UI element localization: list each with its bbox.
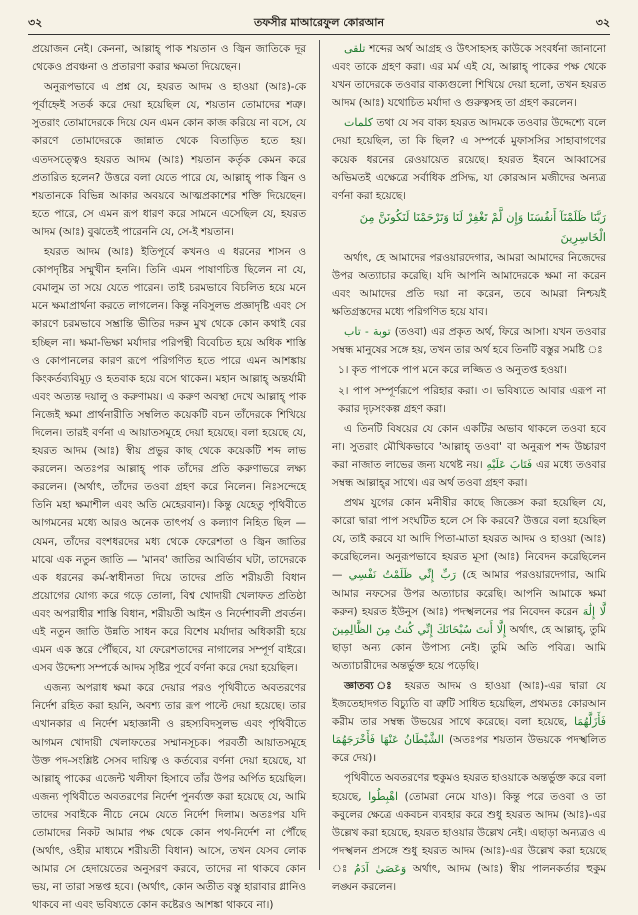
paragraph — [332, 40, 606, 112]
paragraph — [332, 323, 606, 359]
paragraph: অর্থাৎ, হে আমাদের পরওয়ারদেগার, আমরা আমাদের নিজেদের উপর অত্যাচার করেছি। যদি আপনি আমাদেরকে ক্ষমা না করেন এবং আমাদের প্রতি দয়া না করেন, তবে আমরা নিশ্চয়ই ক্ষতিগ্রস্তদের মধ্যে পরিগণিত হয়ে যাব। — [332, 251, 606, 319]
paragraph-text: এ তিনটি বিষয়ের যে কোন একটির অভাব থাকলে তওবা হবে না। সুতরাং মৌখিকভাবে 'আল্লাহ্‌ তওবা' বা অনুরূপ শব্দ উচ্চারণ করা নাজাত লাভের জন্য যথেষ্ট নয়। — [332, 422, 606, 471]
paragraph-text: প্রথম যুগের কোন মনীষীর কাছে জিজ্ঞেস করা হয়েছিল যে, কারো দ্বারা পাপ সংঘটিত হলে সে কি করবে? উত্তরে বলা হয়েছিল যে, তাই করবে যা আদি পিতা-মাতা হযরত আদম ও হাওয়া (আঃ) করেছিলেন। অনুরূপভাবে হযরত মূসা (আঃ) নিবেদন করেছিলেন — — [332, 497, 606, 582]
paragraph — [332, 494, 606, 675]
paragraph-text: হযরত আদম ও হাওয়া (আঃ)-এর দ্বারা যে ইজতেহাদগত বিচ্যুতি বা ত্রুটি সাধিত হয়েছিল, প্রথমতঃ কোরআন করীম তার সম্বন্ধ উভয়ের সাথে করেছে। বলা হয়েছে, — [332, 680, 607, 729]
arabic-word: اهْبِطُوا — [368, 789, 399, 803]
book-title: তফসীর মাআরেফুল কোরআন — [253, 15, 385, 29]
paragraph: এজন্য অপরাধ ক্ষমা করে দেয়ার পরও পৃথিবীতে অবতরণের নির্দেশ রহিত করা হয়নি, অবশ্য তার রূপ পাল্টে দেয়া হয়েছে। তার এখানকার এ নির্দেশ মহাজ্ঞানী ও রহস্যবিদসুলভ এবং পৃথিবীতে আগমন খোদায়ী খেলাফতের সম্মানসূচক। পরবর্তী আয়াতসমূহে উক্ত পদ-সংশ্লিষ্ট সেসব দায়িত্ব ও কর্তব্যের বর্ণনা দেয়া হয়েছে, যা আল্লাহ্‌ পাকের এজেন্ট খলীফা হিসাবে তাঁর উপর অর্পিত হয়েছিল। এজন্য পৃথিবীতে অবতরণের নির্দেশ পুনর্ব্যক্ত করা হয়েছে যে, আমি তাদের সবাইকে নীচে নেমে যেতে নির্দেশ দিলাম। অতঃপর যদি তোমাদের নিকট আমার পক্ষ থেকে কোন পথ-নির্দেশ না পৌঁছে (অর্থাৎ, ওহীর মাধ্যমে শরীয়তী বিধান) আসে, তখন যেসব লোক আমার সে হেদায়েতের অনুসরণ করবে, তাদের না থাকবে কোন ভয়, না তারা সন্তপ্ত হবে। (অর্থাৎ, কোন অতীত বস্তু হারাবার গ্লানিও থাকবে না এবং ভবিষ্যতে কোন কষ্টেরও আশঙ্কা থাকবে না।) — [32, 682, 306, 912]
paragraph-text: পৃথিবীতে অবতরণের হুকুমও হযরত হাওয়াকে অন্তর্ভুক্ত করে বলা হয়েছে, — [332, 772, 606, 803]
paragraph — [332, 769, 606, 896]
paragraph-text: তথা যে সব বাক্য হযরত আদমকে তওবার উদ্দেশ্যে বলে দেয়া হয়েছিল, তা কি ছিল? এ সম্পর্কে মুফাসসির সাহাবাগণের কয়েক ধরনের রেওয়ায়েত রয়েছে। হযরত ইবনে আব্বাসের অভিমতই এক্ষেত্রে সর্বাধিক প্রসিদ্ধ, যা কোরআন মজীদের অন্যত্র বর্ণনা করা হয়েছে। — [332, 117, 606, 202]
paragraph-text: (হে আমার পরওয়ারদেগার, আমি আমার নফসের উপর অত্যাচার করেছি। আপনি আমাকে ক্ষমা করুন) হযরত ইউনুস (আঃ) পদস্খলনের পর নিবেদন করেন — [332, 569, 607, 618]
left-column — [32, 40, 306, 912]
paragraph: প্রয়োজন নেই। কেননা, আল্লাহ্‌ পাক শয়তান ও জ্বিন জাতিকে দূর থেকেও প্রবঞ্চনা ও প্রতারণা করার ক্ষমতা দিয়েছেন। — [32, 43, 306, 74]
paragraph — [332, 420, 606, 492]
arabic-word: فَتَابَ عَلَيْهِ — [486, 457, 533, 471]
paragraph: হযরত আদম (আঃ) ইতিপূর্বে কখনও এ ধরনের শাসন ও কোপদৃষ্টির সম্মুখীন হননি। তিনি এমন পাষাণচিত্ত ছিলেন না যে, বেমালুম তা সয়ে যেতে পারেন। তাই চরমভাবে বিচলিত হয়ে মনে মনে ক্ষমাপ্রার্থনা করতে লাগলেন। কিন্তু নবিসুলভ প্রজ্ঞাদৃষ্টি এবং সে কারণে চরমভাবে সম্ভ্রান্তি ভীতির দরুন মুখ থেকে কোন কথাই বের হচ্ছিল না। ক্ষমা-ভিক্ষা মর্যাদার পরিপন্থী বিবেচিত হয়ে অধিক শাস্তি ও কোপানলের কারণ রূপে পরিগণিত হতে পারে এমন আশঙ্কায় কিংকর্তব্যবিমূঢ় ও হতবাক হয়ে বসে থাকেন। মহান আল্লাহ্‌ অন্তর্যামী এবং অত্যন্ত দয়ালু ও করুণাময়। এ করুণ অবস্থা দেখে আল্লাহ্‌ পাক নিজেই ক্ষমা প্রার্থনারীতি সম্বলিত কয়েকটি বচন তাঁদেরকে শিখিয়ে দিলেন। তারই বর্ণনা এ আয়াতসমূহে দেয়া হয়েছে। বলা হয়েছে যে, হযরত আদম (আঃ) স্বীয় প্রভুর কাছ থেকে কয়েকটি শব্দ লাভ করলেন। অতঃপর আল্লাহ্‌ পাক তাঁদের প্রতি করুণাভরে লক্ষ্য করলেন। (অর্থাৎ, তাঁদের তওবা গ্রহণ করে নিলেন। নিঃসন্দেহে তিনি মহা ক্ষমাশীল এবং অতি মেহেরবান)। কিন্তু যেহেতু পৃথিবীতে আগমনের মধ্যে আরও অনেক তাৎপর্য ও কল্যাণ নিহিত ছিল — যেমন, তাঁদের বংশধরদের মধ্য থেকে ফেরেশতা ও জ্বিন জাতির মাঝে এক নতুন জাতি — 'মানব' জাতির আবির্ভাব ঘটা, তাদেরকে এক ধরনের কর্ম-স্বাধীনতা দিয়ে তাদের প্রতি শরীয়তী বিধান প্রয়োগের যোগ্য করে গড়ে তোলা, বিশ্ব খোদায়ী খেলাফত প্রতিষ্ঠা এবং অপরাধীর শাস্তি বিধান, শরীয়তী আইন ও নির্দেশাবলী প্রবর্তন। এই নতুন জাতি উন্নতি সাধন করে বিশেষ মর্যাদার অধিকারী হয়ে এমন এক স্তরে পৌঁছবে, যা ফেরেশতাদের নাগালের সম্পূর্ণ বাইরে। এসব উদ্দেশ্য সম্পর্কে আদম সৃষ্টির পূর্বে বর্ণনা করে দেয়া হয়েছিল। — [32, 246, 306, 675]
note-lead: জ্ঞাতব্য ঃ — [344, 680, 397, 692]
page-header — [28, 14, 610, 32]
paragraph-text: অর্থাৎ, আদম (আঃ) স্বীয় পালনকর্তার হুকুম লঙ্ঘন করলেন। — [332, 862, 606, 894]
paragraph-text: অর্থাৎ, হে আল্লাহ্‌, তুমি ছাড়া অন্য কোন উপাস্য নেই। তুমি অতি পবিত্র। আমি অত্যাচারীদের অন্তর্ভুক্ত হয়ে পড়েছি। — [332, 623, 606, 672]
header-rule — [28, 34, 610, 35]
arabic-word: وَعَصَىٰ آدَمُ — [353, 861, 407, 875]
column-divider — [319, 40, 320, 870]
arabic-word: لَّا إِلَٰهَ إِلَّا أَنتَ سُبْحَانَكَ إِنِّي كُنتُ مِنَ الظَّالِمِينَ — [332, 604, 606, 636]
list-item: ১। কৃত পাপকে পাপ মনে করে লজ্জিত ও অনুতপ্ত হওয়া। — [338, 364, 567, 377]
paragraph-text: (তওবা) এর প্রকৃত অর্থ, ফিরে আসা। যখন তওবার সম্বন্ধ মানুষের সঙ্গে হয়, তখন তার অর্থ হবে তিনটি বস্তুর সমষ্টি ঃ — [332, 326, 606, 357]
left-page-number: ৩২ — [28, 15, 43, 29]
arabic-word: كلمات — [344, 116, 373, 130]
quran-verse: رَبَّنَا ظَلَمْنَآ أَنفُسَنَا وَإِن لَّمْ تَغْفِرْ لَنَا وَتَرْحَمْنَا لَنَكُونَنَّ مِنَ الْخَاسِرِينَ — [359, 209, 606, 244]
paragraph-text: (তোমরা নেমে যাও)। কিন্তু পরে তওবা ও তা কবুলের ক্ষেত্রে একবচন ব্যবহার করে শুধু হযরত আদম (আঃ)-এর উল্লেখ করা হয়েছে, হযরত হাওয়ার উল্লেখ নেই। এছাড়া অন্যত্রও এ পদস্খলন প্রসঙ্গে শুধু হযরত আদম (আঃ)-এর উল্লেখ করা হয়েছে ঃ — [332, 790, 606, 875]
list-item: ২। পাপ সম্পূর্ণরূপে পরিহার করা। ৩। ভবিষ্যতে আবার এরূপ না করার দৃঢ়সংকল্প গ্রহণ করা। — [338, 384, 606, 415]
paragraph — [332, 114, 606, 204]
right-column — [332, 40, 607, 894]
arabic-word: رَبِّ إِنِّي ظَلَمْتُ نَفْسِي — [348, 568, 457, 582]
arabic-word: تلقى — [344, 42, 366, 55]
paragraph — [332, 677, 606, 767]
paragraph: অনুরূপভাবে এ প্রশ্ন যে, হযরত আদম ও হাওয়া (আঃ)-কে পূর্বাহ্নেই সতর্ক করে দেয়া হয়েছিল যে, শয়তান তোমাদের শত্রু। সুতরাং তোমাদেরকে দিয়ে যেন এমন কোন কাজ করিয়ে না বসে, যে কারণে তোমাদেরকে জান্নাত থেকে বিতাড়িত হতে হয়। এতদসত্ত্বেও হযরত আদম (আঃ) শয়তান কর্তৃক কেমন করে প্রতারিত হলেন? উত্তরে বলা যেতে পারে যে, আল্লাহ্‌ পাক জ্বিন ও শয়তানকে বিভিন্ন আকার অবয়বে আত্মপ্রকাশের শক্তি দিয়েছেন। হতে পারে, সে এমন রূপ ধারণ করে সামনে এসেছিল যে, হযরত আদম (আঃ) বুঝতেই পারেননি যে, সে-ই শয়তান। — [32, 81, 306, 238]
arabic-word: توبة - تاب — [344, 325, 391, 339]
paragraph-text: (অতঃপর শয়তান উভয়কে পদস্খলিত করে দেয়)। — [332, 734, 606, 765]
paragraph-text: এর মধ্যে তওবার সম্বন্ধ আল্লাহ্‌র সাথে। এর অর্থ তওবা গ্রহণ করা। — [332, 458, 606, 489]
arabic-word: فَأَزَلَّهُمَا الشَّيْطَانُ عَنْهَا فَأَخْرَجَهُمَا — [332, 715, 606, 747]
right-page-number: ৩২ — [595, 15, 610, 29]
paragraph-text: শব্দের অর্থ আগ্রহ ও উৎসাহসহ কাউকে সংবর্ধনা জানানো এবং তাকে গ্রহণ করা। এর মর্ম এই যে, আল্লাহ্‌ পাকের পক্ষ থেকে যখন তাদেরকে তওবার বাক্যগুলো শিখিয়ে দেয়া হলো, তখন হযরত আদম (আঃ) যথোচিত মর্যাদা ও গুরুত্বসহ তা গ্রহণ করলেন। — [332, 43, 606, 110]
